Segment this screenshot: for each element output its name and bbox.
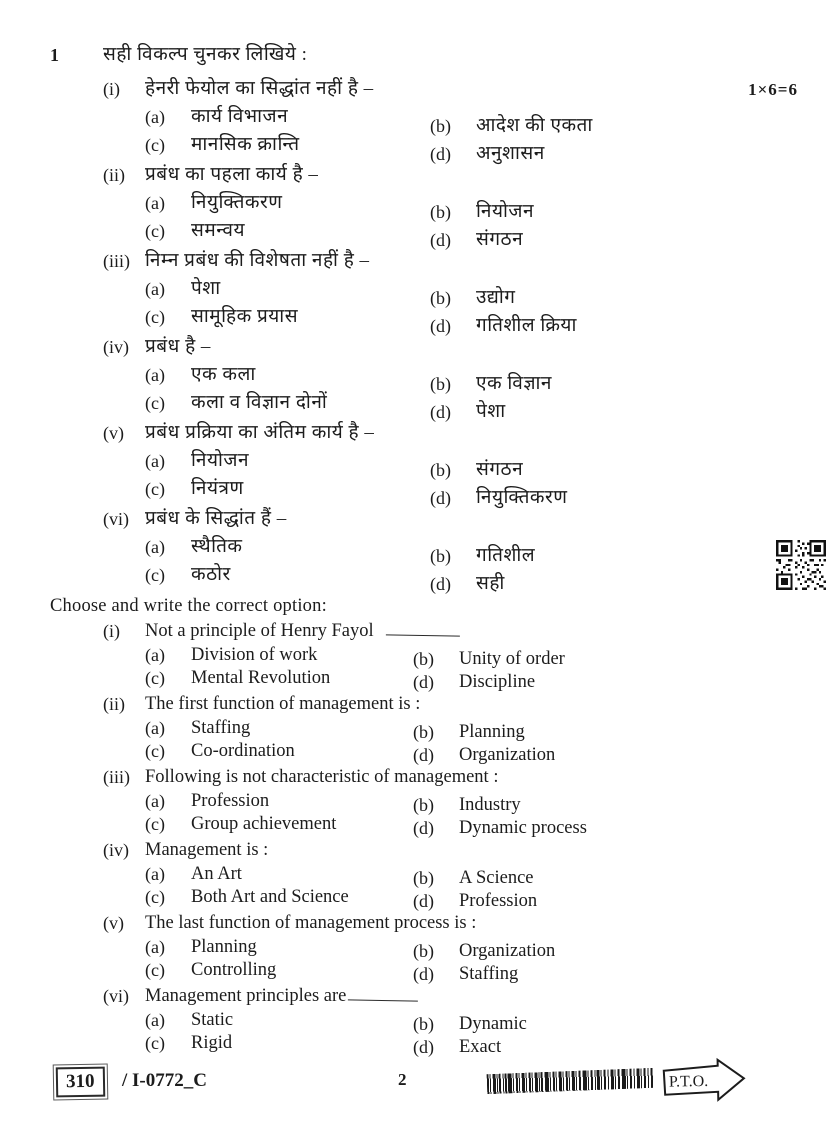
qr-code [776,540,826,590]
option-text: पेशा [191,278,221,299]
option-label: (d) [430,402,451,422]
hindi-question-vi [50,505,792,594]
option-b [413,1013,792,1036]
option-label: (d) [413,891,434,911]
hindi-instruction: सही विकल्प चुनकर लिखिये : [103,44,308,65]
option-text: Organization [459,941,556,961]
options [103,361,792,422]
option-label: (d) [413,818,434,838]
option-d [413,817,792,840]
option-text: एक कला [191,364,256,385]
option-text: अनुशासन [476,143,545,164]
option-text: नियंत्रण [191,478,244,499]
option-text: नियुक्तिकरण [476,487,568,508]
paper-code: / I-0772_C [122,1070,207,1091]
option-text: नियोजन [476,201,535,222]
option-text: Mental Revolution [191,668,331,688]
option-text: Static [191,1010,234,1030]
question-text: Not a principle of Henry Fayol [145,619,460,644]
option-text: नियुक्तिकरण [191,192,283,213]
option-b [430,542,792,570]
question-roman-numeral: (iv) [103,840,129,860]
option-label: (b) [413,795,434,815]
option-label: (a) [145,791,165,811]
option-text: आदेश की एकता [476,115,593,136]
question-1-number: 1 [50,45,59,65]
question-roman-numeral: (i) [103,621,120,641]
option-a [145,361,430,389]
question-line [103,161,792,189]
option-text: स्थैतिक [191,536,243,557]
option-label: (a) [145,645,165,665]
option-text: Unity of order [459,649,565,669]
option-label: (c) [145,307,165,327]
option-label: (d) [413,745,434,765]
option-label: (c) [145,565,165,585]
booklet-number: 310 [56,1067,105,1098]
option-a [145,1009,413,1032]
option-text: एक विज्ञान [476,373,552,394]
option-text: Co-ordination [191,741,295,761]
option-text: A Science [459,868,534,888]
option-a [145,644,413,667]
question-roman-numeral: (iv) [103,337,129,357]
english-question-vi [50,984,792,1055]
option-label: (a) [145,451,165,471]
option-a [145,863,413,886]
option-text: Rigid [191,1033,233,1053]
option-label: (c) [145,887,165,907]
option-b [413,721,792,744]
option-label: (b) [430,374,451,394]
option-label: (b) [413,1014,434,1034]
question-line [103,838,792,863]
hindi-question-i [50,75,798,164]
option-c [145,740,413,763]
hindi-question-iv [50,333,792,422]
question-roman-numeral: (ii) [103,165,125,185]
option-text: गतिशील क्रिया [476,315,577,336]
option-label: (c) [145,960,165,980]
option-label: (c) [145,1033,165,1053]
option-label: (d) [413,1037,434,1057]
page-content [50,40,798,1057]
option-text: समन्वय [191,220,245,241]
question-line [103,619,792,644]
question-line [103,333,792,361]
question-roman-numeral: (iii) [103,251,130,271]
option-label: (b) [413,649,434,669]
option-text: Group achievement [191,814,337,834]
question-roman-numeral: (v) [103,423,124,443]
option-label: (c) [145,221,165,241]
option-d [413,890,792,913]
question-roman-numeral: (i) [103,79,120,99]
option-label: (b) [430,288,451,308]
question-line [103,765,792,790]
options [103,189,792,250]
option-c [145,1032,413,1055]
option-text: Staffing [191,718,251,738]
option-label: (a) [145,537,165,557]
option-label: (b) [413,941,434,961]
option-text: गतिशील [476,545,536,566]
option-b [413,867,792,890]
option-label: (a) [145,193,165,213]
option-text: कला व विज्ञान दोनों [191,392,328,413]
options [103,790,792,836]
question-line [103,247,792,275]
option-text: सही [476,573,505,594]
question-1-header [50,40,792,70]
question-text: प्रबंध है – [145,336,211,357]
option-label: (b) [430,460,451,480]
option-c [145,389,430,417]
option-b [430,284,792,312]
option-label: (a) [145,107,165,127]
question-text: Management principles are [145,984,418,1009]
question-text: The first function of management is : [145,694,421,714]
question-line [103,75,798,103]
option-a [145,189,430,217]
option-text: कार्य विभाजन [191,106,289,127]
answer-blank-line [348,985,418,1001]
options [103,936,792,982]
answer-blank-line [385,620,459,636]
option-label: (c) [145,741,165,761]
question-roman-numeral: (vi) [103,509,129,529]
option-label: (d) [413,672,434,692]
option-label: (d) [430,230,451,250]
options [103,103,792,164]
pto-label: P.T.O. [668,1072,709,1091]
option-label: (d) [413,964,434,984]
option-d [413,671,792,694]
option-label: (c) [145,393,165,413]
question-text: Following is not characteristic of management : [145,767,499,787]
question-line [103,911,792,936]
option-text: Planning [191,937,257,957]
question-text: Management is : [145,840,269,860]
option-b [430,198,792,226]
english-question-i [50,619,792,690]
option-c [145,667,413,690]
option-text: Controlling [191,960,277,980]
option-text: Profession [191,791,270,811]
option-label: (b) [413,868,434,888]
hindi-question-ii [50,161,792,250]
option-c [145,303,430,331]
option-label: (d) [430,488,451,508]
marks-label: 1×6=6 [748,80,798,99]
option-label: (b) [430,202,451,222]
option-a [145,103,430,131]
option-label: (b) [430,546,451,566]
option-label: (a) [145,937,165,957]
option-label: (a) [145,365,165,385]
question-text: प्रबंध के सिद्धांत हैं – [145,508,287,529]
option-text: Dynamic [459,1014,527,1034]
option-label: (a) [145,718,165,738]
options [103,717,792,763]
option-c [145,813,413,836]
english-question-ii [50,692,792,763]
option-text: संगठन [476,459,524,480]
option-text: Dynamic process [459,818,587,838]
option-d [413,744,792,767]
option-a [145,275,430,303]
page-number: 2 [398,1070,407,1089]
option-label: (c) [145,814,165,834]
option-label: (d) [430,574,451,594]
option-text: नियोजन [191,450,250,471]
option-b [413,648,792,671]
option-label: (b) [413,722,434,742]
question-roman-numeral: (v) [103,913,124,933]
option-text: Discipline [459,672,536,692]
option-a [145,790,413,813]
option-text: Exact [459,1037,502,1057]
option-label: (a) [145,279,165,299]
options [103,447,792,508]
question-text: प्रबंध प्रक्रिया का अंतिम कार्य है – [145,422,375,443]
option-text: Organization [459,745,556,765]
option-c [145,217,430,245]
question-line [103,984,792,1009]
barcode [487,1068,656,1099]
option-text: Industry [459,795,521,815]
pto-arrow [660,1056,751,1111]
english-instruction: Choose and write the correct option: [50,596,327,616]
question-line [103,419,792,447]
option-text: मानसिक क्रान्ति [191,134,300,155]
option-b [430,112,792,140]
option-label: (a) [145,864,165,884]
option-label: (d) [430,144,451,164]
option-c [145,131,430,159]
question-text: The last function of management process is : [145,913,477,933]
option-text: सामूहिक प्रयास [191,306,299,327]
question-line [103,505,792,533]
question-roman-numeral: (iii) [103,767,130,787]
option-text: Planning [459,722,525,742]
option-text: Profession [459,891,538,911]
option-a [145,533,430,561]
option-text: पेशा [476,401,506,422]
option-label: (c) [145,479,165,499]
page-footer [0,1060,826,1120]
option-c [145,886,413,909]
option-text: Division of work [191,645,318,665]
option-b [413,940,792,963]
option-text: An Art [191,864,242,884]
option-c [145,561,430,589]
option-b [413,794,792,817]
options [103,275,792,336]
option-label: (d) [430,316,451,336]
option-label: (c) [145,668,165,688]
option-text: Both Art and Science [191,887,349,907]
options [103,863,792,909]
hindi-question-iii [50,247,792,336]
english-question-iii [50,765,792,836]
hindi-question-v [50,419,792,508]
option-d [430,570,792,598]
question-text: प्रबंध का पहला कार्य है – [145,164,319,185]
option-a [145,936,413,959]
option-a [145,447,430,475]
option-text: उद्योग [476,287,516,308]
option-text: Staffing [459,964,519,984]
question-roman-numeral: (ii) [103,694,125,714]
option-label: (a) [145,1010,165,1030]
option-text: संगठन [476,229,524,250]
english-question-iv [50,838,792,909]
option-b [430,370,792,398]
question-text: निम्न प्रबंध की विशेषता नहीं है – [145,250,370,271]
option-text: कठोर [191,564,231,585]
option-label: (c) [145,135,165,155]
options [103,533,792,594]
option-a [145,717,413,740]
option-c [145,959,413,982]
english-question-v [50,911,792,982]
option-label: (b) [430,116,451,136]
options [103,644,792,690]
question-roman-numeral: (vi) [103,986,129,1006]
option-b [430,456,792,484]
options [103,1009,792,1055]
question-line [103,692,792,717]
option-c [145,475,430,503]
question-text: हेनरी फेयोल का सिद्धांत नहीं है – [145,78,374,99]
option-d [413,963,792,986]
